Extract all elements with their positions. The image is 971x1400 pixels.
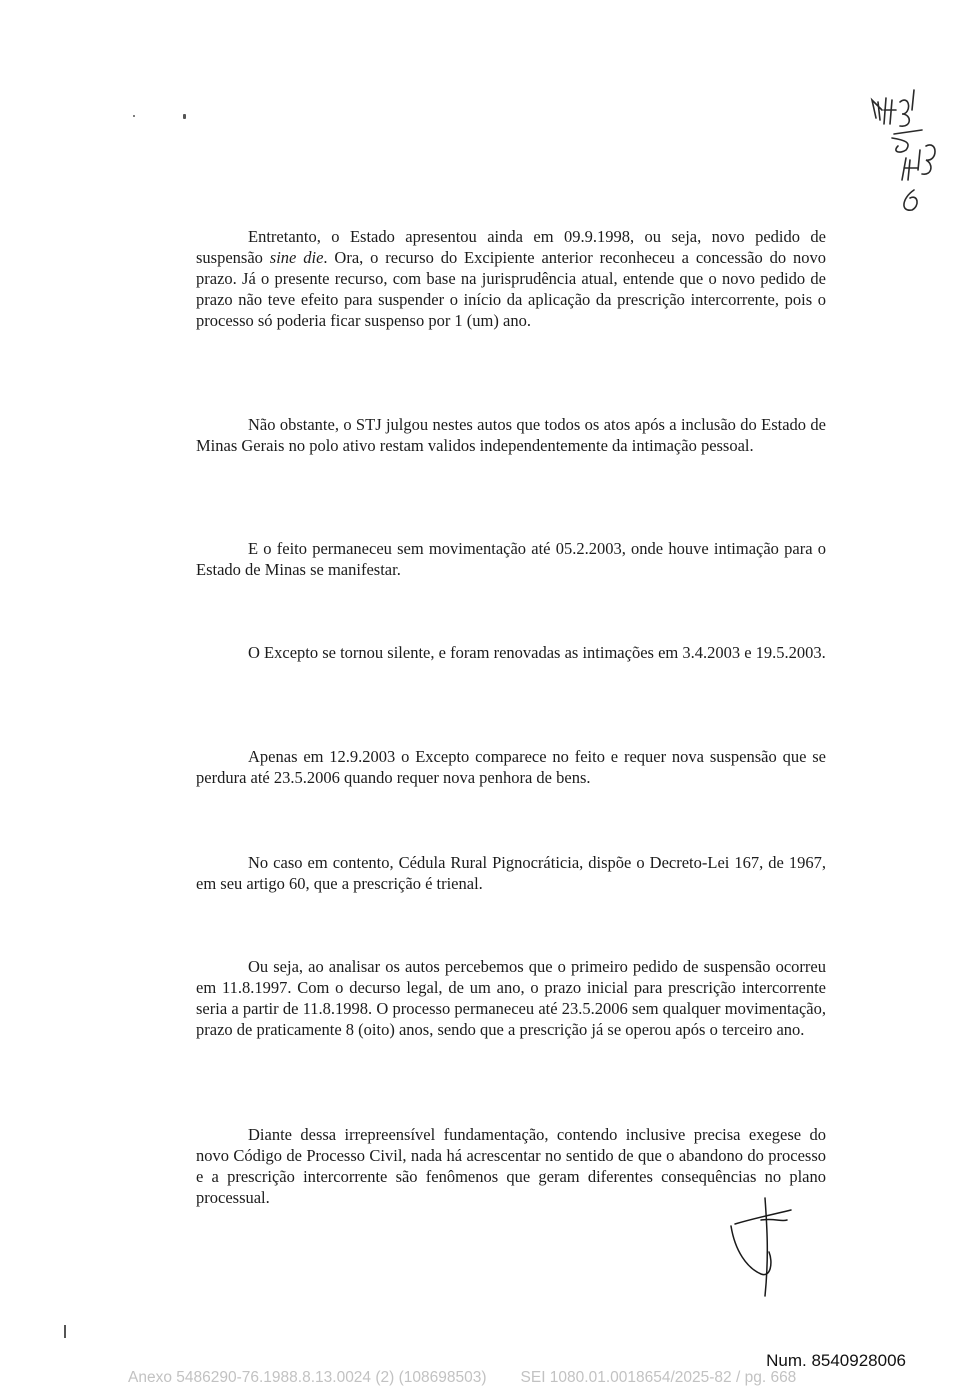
body-paragraph <box>196 852 826 894</box>
italic-term: sine die <box>269 248 324 267</box>
body-paragraph <box>196 414 826 456</box>
paragraph-text: . Ora, o recurso do Excipiente anterior reconheceu a concessão do novo prazo. Já o presente recurso, com base na jurisprudência atual, entende que o novo pedido de prazo não teve efeito para suspender o início da aplicação da prescrição intercorrente, pois o processo só poderia ficar suspenso por 1 (um) ano. <box>196 248 826 330</box>
scan-speck <box>183 114 186 119</box>
paragraph-text: Entretanto, o Estado apresentou ainda em 09.9.1998, ou seja, novo pedido de suspensão <box>196 227 826 267</box>
paragraph-text: Não obstante, o STJ julgou nestes autos que todos os atos após a inclusão do Estado de Minas Gerais no polo ativo restam validos independentemente da intimação pessoal. <box>196 415 826 455</box>
paragraph-text: Apenas em 12.9.2003 o Excepto comparece no feito e requer nova suspensão que se perdura até 23.5.2006 quando requer nova penhora de bens. <box>196 747 826 787</box>
body-paragraph <box>196 226 826 331</box>
paragraph-text: No caso em contento, Cédula Rural Pignocráticia, dispõe o Decreto-Lei 167, de 1967, em seu artigo 60, que a prescrição é trienal. <box>196 853 826 893</box>
paragraph-text: O Excepto se tornou silente, e foram renovadas as intimações em 3.4.2003 e 19.5.2003. <box>248 643 826 662</box>
footer-anexo: Anexo 5486290-76.1988.8.13.0024 (2) (108698503) <box>128 1369 487 1386</box>
footer-sei: SEI 1080.01.0018654/2025-82 / pg. 668 <box>520 1369 797 1386</box>
handwritten-signature <box>725 1196 805 1301</box>
body-paragraph <box>196 642 826 663</box>
handwritten-page-number-stamp <box>862 80 952 220</box>
body-paragraph <box>196 538 826 580</box>
body-paragraph <box>196 956 826 1040</box>
document-number: Num. 8540928006 <box>766 1351 906 1370</box>
paragraph-text: Diante dessa irrepreensível fundamentação, contendo inclusive precisa exegese do novo Código de Processo Civil, nada há acrescentar no sentido de que o abandono do processo e a prescrição intercorrente são fenômenos que geram diferentes consequências no plano processual. <box>196 1125 826 1207</box>
paragraph-text: E o feito permaneceu sem movimentação até 05.2.2003, onde houve intimação para o Estado de Minas se manifestar. <box>196 539 826 579</box>
paragraph-text: Ou seja, ao analisar os autos percebemos que o primeiro pedido de suspensão ocorreu em 11.8.1997. Com o decurso legal, de um ano, o prazo inicial para prescrição intercorrente seria a partir de 11.8.1998. O processo permaneceu até 23.5.2006 sem qualquer movimentação, prazo de praticamente 8 (oito) anos, sendo que a prescrição já se operou após o terceiro ano. <box>196 957 826 1039</box>
body-paragraph <box>196 746 826 788</box>
scan-speck <box>133 115 135 117</box>
footer-watermark <box>128 1369 848 1387</box>
margin-mark <box>64 1325 66 1338</box>
